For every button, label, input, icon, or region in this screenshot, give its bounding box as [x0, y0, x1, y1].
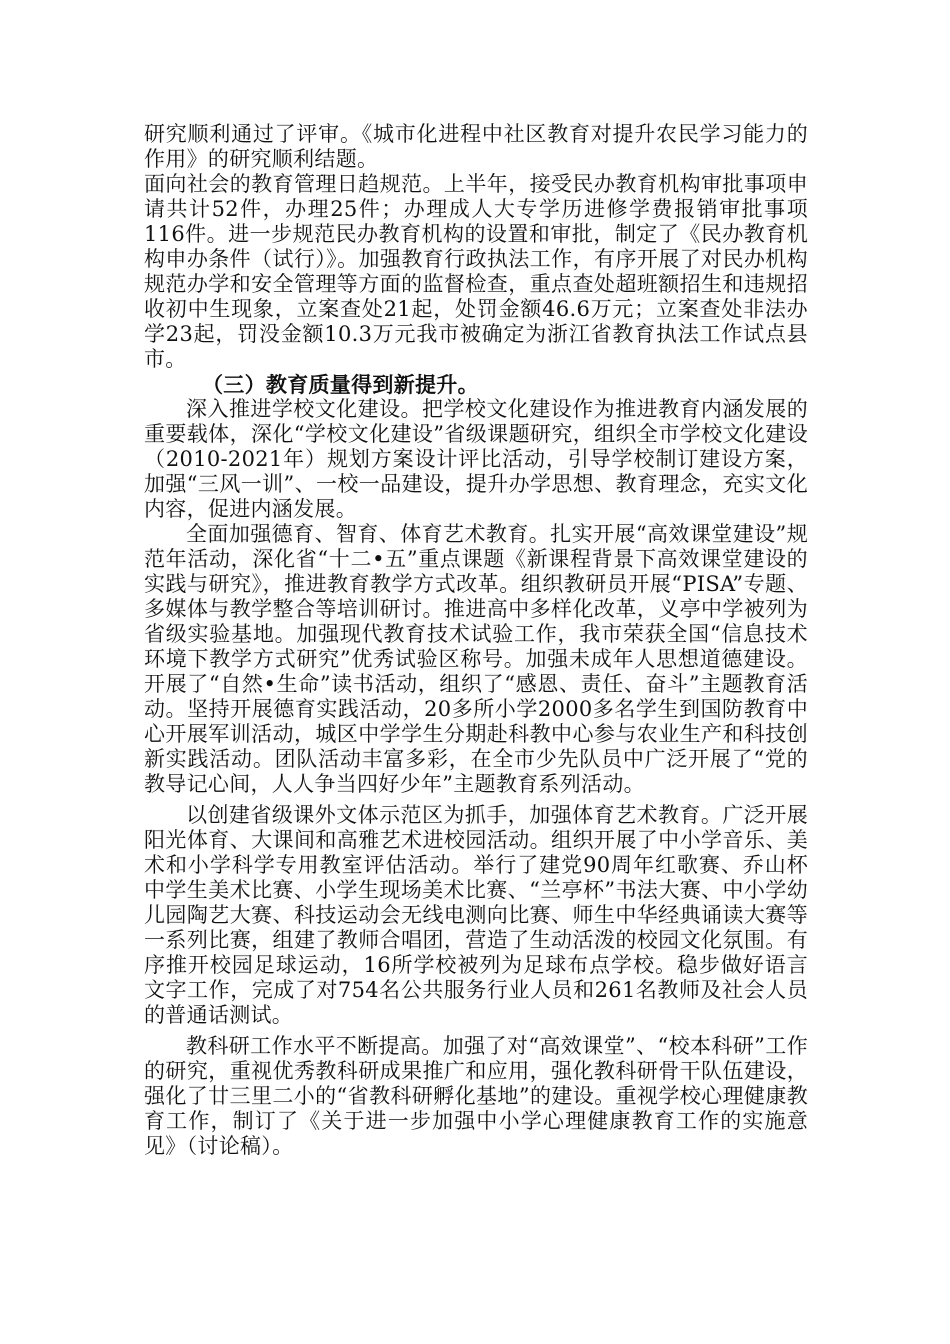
- paragraph-sports-arts-education: 以创建省级课外文体示范区为抓手，加强体育艺术教育。广泛开展阳光体育、大课间和高雅艺术进校园活动。组织开展了中小学音乐、美术和小学科学专用教室评估活动。举行了建党90周年红歌赛、乔山杯中学生美术比赛、小学生现场美术比赛、“兰亭杯”书法大赛、中小学幼儿园陶艺大赛、科技运动会无线电测向比赛、师生中华经典诵读大赛等一系列比赛，组建了教师合唱团，营造了生动活泼的校园文化氛围。有序推开校园足球运动，16所学校被列为足球布点学校。稳步做好语言文字工作，完成了对754名公共服务行业人员和261名教师及社会人员的普通话测试。: [144, 803, 808, 1027]
- paragraph-teaching-research: 教科研工作水平不断提高。加强了对“高效课堂”、“校本科研”工作的研究，重视优秀教科研成果推广和应用，强化教科研骨干队伍建设，强化了廿三里二小的“省教科研孵化基地”的建设。重视学校心理健康教育工作，制订了《关于进一步加强中小学心理健康教育工作的实施意见》（讨论稿）。: [144, 1034, 808, 1158]
- document-page: [144, 122, 808, 1159]
- paragraph-school-culture: 深入推进学校文化建设。把学校文化建设作为推进教育内涵发展的重要载体，深化“学校文化建设”省级课题研究，组织全市学校文化建设（2010-2021年）规划方案设计评比活动，引导学校制订建设方案，加强“三风一训”、一校一品建设，提升办学思想、教育理念，充实文化内容，促进内涵发展。: [144, 397, 808, 521]
- paragraph-research-results: 研究顺利通过了评审。《城市化进程中社区教育对提升农民学习能力的作用》的研究顺利结题。: [144, 122, 808, 171]
- paragraph-education-management: 面向社会的教育管理日趋规范。上半年，接受民办教育机构审批事项申请共计52件，办理25件；办理成人大专学历进修学费报销审批事项116件。进一步规范民办教育机构的设置和审批，制定了《民办教育机构申办条件（试行）》。加强教育行政执法工作，有序开展了对民办机构规范办学和安全管理等方面的监督检查，重点查处超班额招生和违规招收初中生现象，立案查处21起，处罚金额46.6万元；立案查处非法办学23起，罚没金额10.3万元我市被确定为浙江省教育执法工作试点县市。: [144, 172, 808, 371]
- section-heading-education-quality: （三）教育质量得到新提升。: [202, 372, 479, 397]
- paragraph-moral-intellectual-education: 全面加强德育、智育、体育艺术教育。扎实开展“高效课堂建设”规范年活动，深化省“十二•五”重点课题《新课程背景下高效课堂建设的实践与研究》，推进教育教学方式改革。组织教研员开展“PISA”专题、多媒体与教学整合等培训研讨。推进高中多样化改革，义亭中学被列为省级实验基地。加强现代教育技术试验工作，我市荣获全国“信息技术环境下教学方式研究”优秀试验区称号。加强未成年人思想道德建设。开展了“自然•生命”读书活动，组织了“感恩、责任、奋斗”主题教育活动。坚持开展德育实践活动，20多所小学2000多名学生到国防教育中心开展军训活动，城区中学学生分期赴科教中心参与农业生产和科技创新实践活动。团队活动丰富多彩，在全市少先队员中广泛开展了“党的教导记心间，人人争当四好少年”主题教育系列活动。: [144, 522, 808, 796]
